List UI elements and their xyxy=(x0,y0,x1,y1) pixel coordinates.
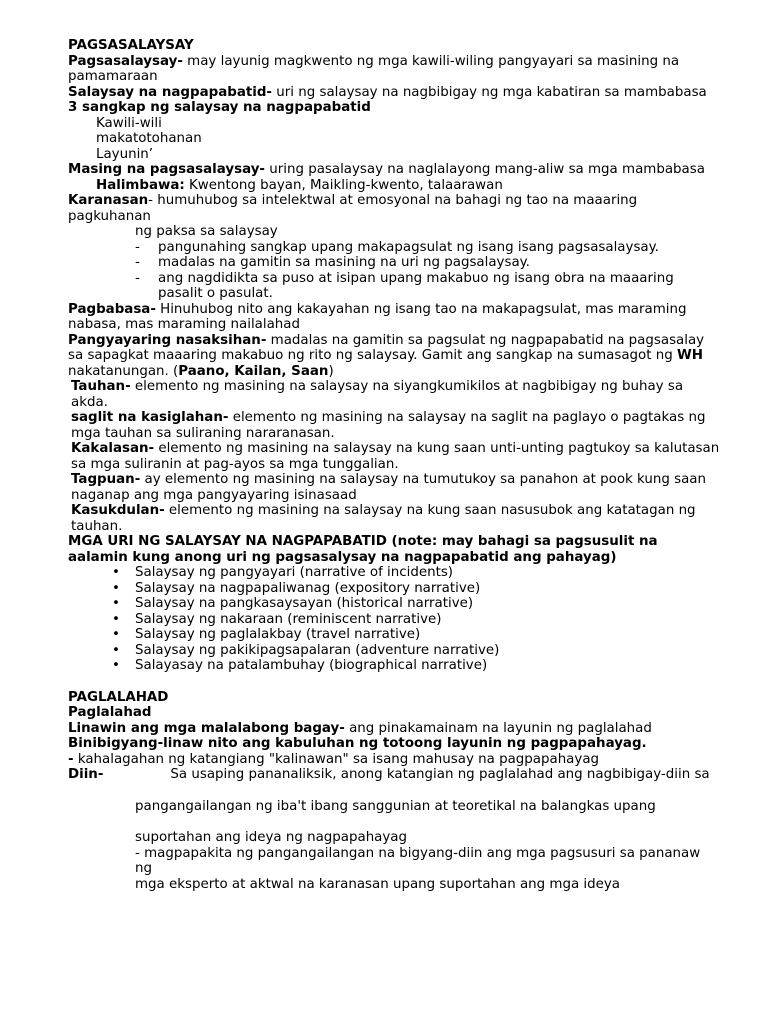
dash-item xyxy=(135,270,708,302)
list-item xyxy=(112,611,708,628)
list-item-text: Salayasay na patalambuhay (biographical narrative) xyxy=(135,658,488,673)
diin-term: Diin- xyxy=(68,767,104,782)
bullet-icon: • xyxy=(112,627,120,642)
bullet-icon: • xyxy=(112,642,120,658)
def-term: Pagsasalaysay- xyxy=(68,53,183,69)
def-pagbabasa xyxy=(68,302,720,333)
halimbawa-term: Halimbawa: xyxy=(96,177,185,193)
dash-text: ang nagdidikta sa puso at isipan upang makabuo ng isang obra na maaaring pasalit o pasulat. xyxy=(158,270,674,301)
elemento-term: Kasukdulan- xyxy=(71,503,165,518)
diin-text: Sa usaping pananaliksik, anong katangian ng paglalahad ang nagbibigay-diin sa xyxy=(170,767,710,782)
sangkap-item: Layunin’ xyxy=(96,146,154,162)
bullet-icon: • xyxy=(112,580,120,596)
sangkap-item: makatotohanan xyxy=(96,131,202,146)
doc-title: PAGSASALAYSAY xyxy=(68,38,194,53)
elemento-term: Tagpuan- xyxy=(71,472,141,487)
kahalagahan-text: kahalagahan ng katangiang "kalinawan" sa isang mahusay na pagpapahayag xyxy=(73,751,600,767)
dash-marker: - xyxy=(135,270,140,286)
def-pagsasalaysay xyxy=(68,54,720,85)
def-term: Salaysay na nagpapabatid- xyxy=(68,84,272,100)
def-linawin xyxy=(68,721,720,737)
list-item-text: Salaysay na pangkasaysayan (historical narrative) xyxy=(135,596,474,611)
elemento-tauhan xyxy=(71,379,720,410)
def-term: Masing na pagsasalaysay- xyxy=(68,162,265,177)
def-term: Linawin ang mga malalabong bagay- xyxy=(68,720,345,736)
def-text: madalas na gamitin sa pagsulat ng nagpapabatid na pagsasalay sa sapagkat maaaring makabuo ng rito ng salaysay. Gamit ang sangkap na sumasagot ng xyxy=(68,332,705,363)
dash-item xyxy=(135,255,708,271)
def-text-2: nakatanungan. ( xyxy=(68,363,179,379)
diin-line-4: - magpapakita ng pangangailangan na bigyang-diin ang mga pagsusuri sa pananaw ng xyxy=(135,845,701,876)
bullet-icon: • xyxy=(112,658,120,673)
paglalahad-subtitle: Paglalahad xyxy=(68,705,152,720)
mga-uri-list xyxy=(0,565,768,674)
mga-uri-heading: MGA URI NG SALAYSAY NA NAGPAPABATID (note: may bahagi sa pagsusulit na aalamin kung anong uri ng pagsasalysay na nagpapabatid ang pahayag) xyxy=(68,534,658,565)
dash-text: madalas na gamitin sa masining na uri ng pagsalaysay. xyxy=(158,255,530,270)
def-text: - humuhubog sa intelektwal at emosyonal na bahagi ng tao na maaaring pagkuhanan xyxy=(68,193,638,224)
list-item xyxy=(112,580,708,597)
elemento-text: elemento ng masining na salaysay na kung saan nasusubok ang katatagan ng tauhan. xyxy=(71,503,696,534)
def-salaysay-nagpapabatid xyxy=(68,85,720,101)
elemento-term: saglit na kasiglahan- xyxy=(71,410,229,425)
list-item-text: Salaysay ng pangyayari (narrative of incidents) xyxy=(135,565,454,580)
elemento-kasukdulan xyxy=(71,503,720,534)
elemento-text: elemento ng masining na salaysay na siyangkumikilos at nagbibigay ng buhay sa akda. xyxy=(71,379,684,410)
def-term: Pangyayaring nasaksihan- xyxy=(68,332,267,348)
elemento-text: elemento ng masining na salaysay na kung saan unti-unting pagtukoy sa kalutasan sa mga suliranin at pag-ayos sa mga tunggalian. xyxy=(71,441,720,472)
def-text: Hinuhubog nito ang kakayahan ng isang tao na makapagsulat, mas maraming nabasa, mas maraming nailalahad xyxy=(68,301,687,332)
def-pangyayari xyxy=(68,333,720,380)
question-words: Paano, Kailan, Saan xyxy=(178,363,329,379)
elemento-term: Kakalasan- xyxy=(71,441,155,456)
elemento-kakalasan xyxy=(71,441,720,472)
def-text: uri ng salaysay na nagbibigay ng mga kabatiran sa mambabasa xyxy=(272,84,707,100)
diin-line-2: pangangailangan ng iba't ibang sanggunian at teoretikal na balangkas upang xyxy=(135,798,656,814)
elemento-saglit xyxy=(71,410,720,441)
def-text: may layunig magkwento ng mga kawili-wiling pangyayari sa masining na pamamaraan xyxy=(68,53,680,84)
paglalahad-title: PAGLALAHAD xyxy=(68,689,169,705)
def-karanasan xyxy=(68,193,720,224)
def-text: uring pasalaysay na naglalayong mang-aliw sa mga mambabasa xyxy=(264,162,705,177)
elemento-text: elemento ng masining na salaysay na saglit na paglayo o pagtakas ng mga tauhan sa suliraning nararanasan. xyxy=(71,410,706,441)
sangkap-item: Kawili-wili xyxy=(96,115,162,131)
list-item-text: Salaysay na nagpapaliwanag (expository narrative) xyxy=(135,580,481,596)
binibigyang-linaw: Binibigyang-linaw nito ang kabuluhan ng totoong layunin ng pagpapahayag. xyxy=(68,736,647,751)
list-item xyxy=(112,565,708,581)
def-masining xyxy=(68,162,720,178)
bullet-icon: • xyxy=(112,596,120,611)
list-item-text: Salaysay ng paglalakbay (travel narrative) xyxy=(135,627,421,642)
dash-marker: - xyxy=(135,239,140,255)
def-text: ang pinakamainam na layunin ng paglalahad xyxy=(344,720,652,736)
bullet-icon: • xyxy=(112,611,120,627)
karanasan-dash-list xyxy=(0,240,768,302)
close-paren: ) xyxy=(328,363,334,379)
elemento-text: ay elemento ng masining na salaysay na tumutukoy sa panahon at pook kung saan naganap ang mga pangyayaring isinasaad xyxy=(71,472,706,503)
sangkap-heading: 3 sangkap ng salaysay na nagpapabatid xyxy=(68,100,371,115)
kahalagahan-line xyxy=(68,752,720,768)
list-item xyxy=(112,658,708,674)
elemento-tagpuan xyxy=(71,472,720,503)
document-page xyxy=(0,38,768,892)
def-diin xyxy=(68,767,720,783)
diin-line-5: mga eksperto at aktwal na karanasan upang suportahan ang mga ideya xyxy=(135,876,621,892)
halimbawa-line xyxy=(96,178,720,194)
diin-line-3: suportahan ang ideya ng nagpapahayag xyxy=(135,830,408,845)
list-item-text: Salaysay ng pakikipagsapalaran (adventure narrative) xyxy=(135,642,500,658)
dash-item xyxy=(135,239,708,256)
elemento-term: Tauhan- xyxy=(71,379,131,394)
list-item xyxy=(112,596,708,612)
bullet-icon: • xyxy=(112,565,120,580)
def-term: Karanasan xyxy=(68,193,149,208)
wh-text: WH xyxy=(677,348,703,363)
dash-marker: - xyxy=(135,255,140,270)
karanasan-cont: ng paksa sa salaysay xyxy=(135,224,278,239)
def-term: Pagbabasa- xyxy=(68,301,156,317)
list-item xyxy=(112,627,708,643)
list-item-text: Salaysay ng nakaraan (reminiscent narrative) xyxy=(135,611,442,627)
dash-text: pangunahing sangkap upang makapagsulat ng isang isang pagsasalaysay. xyxy=(158,239,659,255)
list-item xyxy=(112,642,708,659)
kahalagahan-dash: - xyxy=(68,751,74,767)
halimbawa-text: Kwentong bayan, Maikling-kwento, talaarawan xyxy=(184,177,503,193)
